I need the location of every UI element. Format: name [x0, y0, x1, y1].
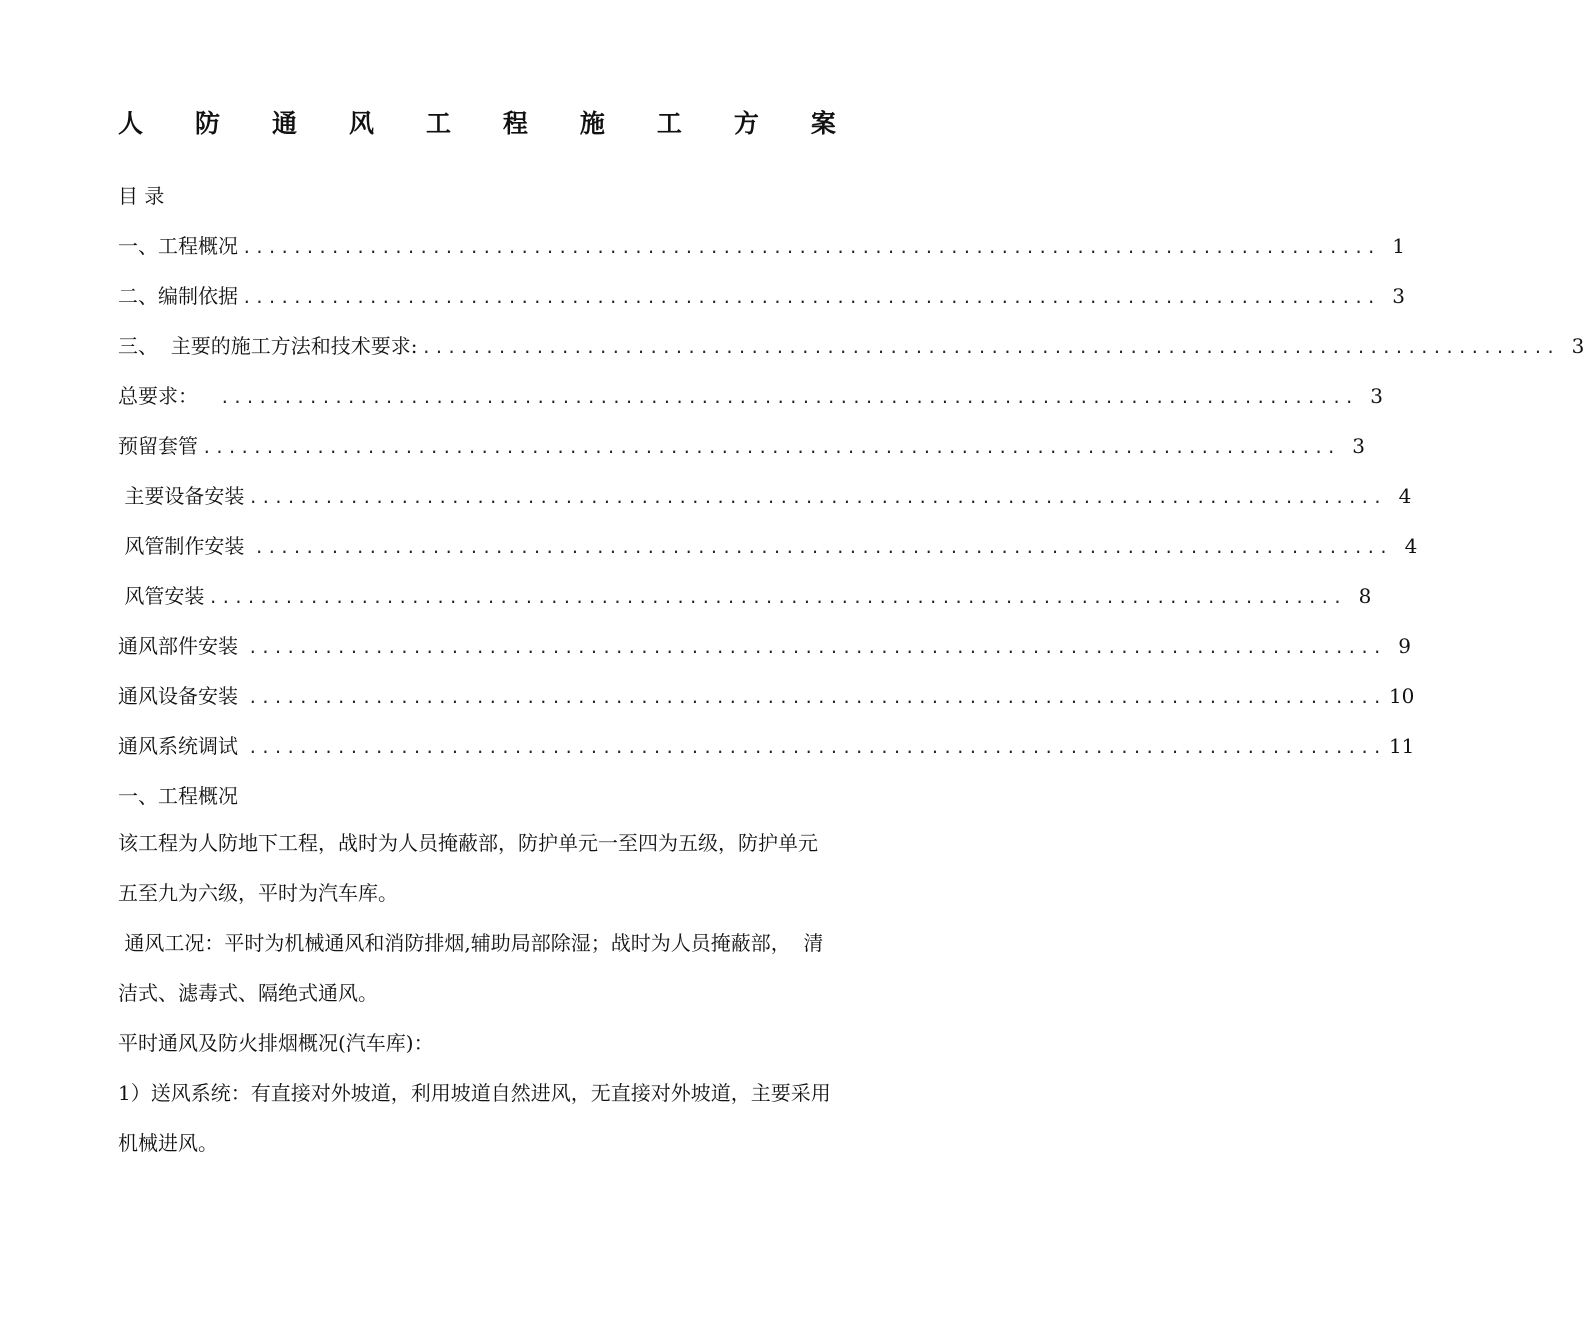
- toc-entry[interactable]: [118, 382, 1383, 410]
- title-char: 工: [425, 109, 451, 138]
- toc-entry-label: 三、 主要的施工方法和技术要求:: [118, 334, 418, 358]
- toc-entry-page: 3: [1571, 334, 1584, 358]
- toc-entry-page: 10: [1388, 684, 1415, 708]
- body-paragraph: 1）送风系统：有直接对外坡道，利用坡道自然进风，无直接对外坡道，主要采用机械进风。: [118, 1081, 831, 1155]
- toc-entry-label: 风管安装: [118, 584, 205, 608]
- toc-entry[interactable]: [118, 232, 1405, 260]
- title-char: 程: [502, 109, 528, 138]
- toc-entry-label: 通风设备安装: [118, 684, 238, 708]
- toc-entry-page: 11: [1388, 734, 1415, 758]
- title-char: 工: [656, 109, 682, 138]
- title-char: 施: [579, 109, 605, 138]
- title-char: 方: [733, 109, 759, 138]
- body-paragraph: 通风工况：平时为机械通风和消防排烟,辅助局部除湿；战时为人员掩蔽部， 清洁式、滤毒式、隔绝式通风。: [118, 931, 824, 1005]
- body-paragraph: 平时通风及防火排烟概况(汽车库)：: [118, 1031, 434, 1055]
- toc-entry[interactable]: [118, 682, 1415, 710]
- toc-entry-label: 总要求：: [118, 384, 198, 408]
- toc-entry-page: 3: [1352, 434, 1365, 458]
- toc-leader-dots: ..........................................................................................: [220, 388, 1357, 407]
- toc-entry[interactable]: [118, 582, 1372, 610]
- toc-entry-label: 一、工程概况: [118, 234, 238, 258]
- toc-entry-label: 通风部件安装: [118, 634, 238, 658]
- toc-entry-label: 主要设备安装: [118, 484, 245, 508]
- toc-entry[interactable]: [118, 532, 1418, 560]
- title-char: 通: [271, 109, 297, 138]
- toc-entry-page: 3: [1370, 384, 1383, 408]
- toc-entry-label: 风管制作安装: [118, 534, 245, 558]
- section-heading: 一、工程概况: [118, 784, 238, 808]
- body-paragraph: 该工程为人防地下工程，战时为人员掩蔽部，防护单元一至四为五级，防护单元五至九为六级，平时为汽车库。: [118, 831, 818, 905]
- document-title: [118, 106, 836, 142]
- toc-leader-dots: ..........................................................................................: [248, 738, 1385, 757]
- toc-entry-page: 9: [1398, 634, 1411, 658]
- toc-leader-dots: ..........................................................................................: [202, 438, 1339, 457]
- toc-leader-dots: ..........................................................................................: [254, 538, 1392, 557]
- toc-leader-dots: ..........................................................................................: [248, 688, 1385, 707]
- toc-entry[interactable]: [118, 432, 1365, 460]
- toc-entry-page: 1: [1392, 234, 1405, 258]
- toc-entry[interactable]: [118, 332, 1584, 360]
- toc-leader-dots: ..........................................................................................: [208, 588, 1346, 607]
- toc-entry[interactable]: [118, 632, 1411, 660]
- toc-leader-dots: ..........................................................................................: [421, 338, 1559, 357]
- title-char: 案: [810, 109, 836, 138]
- toc-entry-label: 通风系统调试: [118, 734, 238, 758]
- toc-entry-page: 4: [1404, 534, 1418, 558]
- toc-entry-page: 4: [1398, 484, 1412, 508]
- toc-leader-dots: ..........................................................................................: [248, 488, 1386, 507]
- toc-entry-label: 预留套管: [118, 434, 198, 458]
- toc-leader-dots: ..........................................................................................: [242, 288, 1379, 307]
- toc-leader-dots: ..........................................................................................: [248, 638, 1385, 657]
- toc-entry-page: 3: [1392, 284, 1405, 308]
- toc-entry[interactable]: [118, 282, 1405, 310]
- toc-entry-page: 8: [1358, 584, 1372, 608]
- title-char: 风: [348, 109, 374, 138]
- toc-leader-dots: ..........................................................................................: [242, 238, 1379, 257]
- toc-entry-label: 二、编制依据: [118, 284, 238, 308]
- title-char: 防: [194, 109, 220, 138]
- title-char: 人: [118, 109, 144, 138]
- toc-entry[interactable]: [118, 732, 1415, 760]
- toc-entry[interactable]: [118, 482, 1412, 510]
- toc-heading: 目 录: [118, 184, 165, 208]
